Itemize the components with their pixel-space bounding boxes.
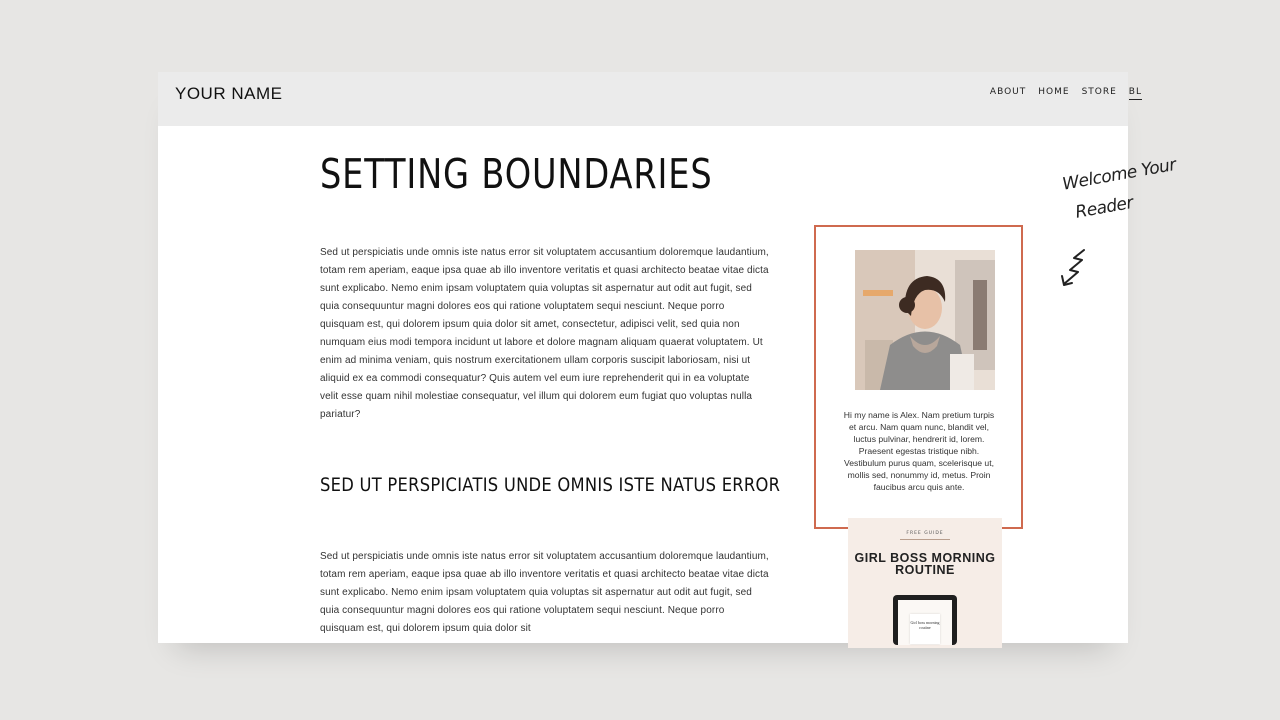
squiggle-arrow-icon (1056, 244, 1096, 294)
about-text: Hi my name is Alex. Nam pretium turpis et arcu. Nam quam nunc, blandit vel, luctus pulvinar, hendrerit id, lorem. Praesent egestas tristique nibh. Vestibulum purus quam, scelerisque ut, mollis sed, nonummy id, metus. Proin faucibus arcu quis ante. (843, 410, 995, 492)
nav-store[interactable]: STORE (1081, 87, 1117, 97)
nav-home[interactable]: HOME (1038, 87, 1070, 97)
guide-cover-text: Girl boss morning routine (910, 620, 940, 630)
site-header (158, 72, 1142, 126)
annotation-line-2: Reader (1073, 193, 1135, 223)
website-mockup (158, 72, 1142, 643)
tablet-mockup (893, 595, 957, 645)
site-logo[interactable]: YOUR NAME (175, 84, 283, 103)
main-nav (990, 87, 1142, 100)
annotation-line-1: Welcome Your (1060, 154, 1178, 195)
divider (900, 539, 950, 540)
post-title: SETTING BOUNDARIES (320, 150, 713, 198)
nav-blog[interactable]: BL (1129, 87, 1142, 100)
post-subheading: SED UT PERSPICIATIS UNDE OMNIS ISTE NATUS ERROR (320, 474, 781, 496)
guide-cover (910, 614, 940, 644)
tablet-screen (898, 600, 952, 645)
nav-about[interactable]: ABOUT (989, 87, 1027, 97)
author-photo (855, 250, 995, 390)
guide-title: GIRL BOSS MORNING ROUTINE (854, 551, 996, 577)
free-guide-card[interactable] (848, 518, 1002, 648)
about-widget (814, 225, 1023, 529)
post-paragraph: Sed ut perspiciatis unde omnis iste natus error sit voluptatem accusantium doloremque laudantium, totam rem aperiam, eaque ipsa quae ab illo inventore veritatis et quasi architecto beatae vitae dicta sunt explicabo. Nemo enim ipsam voluptatem quia voluptas sit aspernatur aut odit aut fugit, sed quia consequuntur magni dolores eos qui ratione voluptatem sequi nesciunt. Neque porro quisquam est, qui dolorem ipsum quia dolor sit (320, 551, 769, 634)
guide-tag: FREE GUIDE (906, 531, 944, 536)
post-paragraph: Sed ut perspiciatis unde omnis iste natus error sit voluptatem accusantium doloremque laudantium, totam rem aperiam, eaque ipsa quae ab illo inventore veritatis et quasi architecto beatae vitae dicta sunt explicabo. Nemo enim ipsam voluptatem quia voluptas sit aspernatur aut odit aut fugit, sed quia consequuntur magni dolores eos qui ratione voluptatem sequi nesciunt. Neque porro quisquam est, qui dolorem ipsum quia dolor sit amet, consectetur, adipisci velit, sed quia non numquam eius modi tempora incidunt ut labore et dolore magnam aliquam quaerat voluptatem. Ut enim ad minima veniam, quis nostrum exercitationem ullam corporis suscipit laboriosam, nisi ut aliquid ex ea commodi consequatur? Quis autem vel eum iure reprehenderit qui in ea voluptate velit esse quam nihil molestiae consequatur, vel illum qui dolorem eum fugiat quo voluptas nulla pariatur? (320, 247, 769, 420)
